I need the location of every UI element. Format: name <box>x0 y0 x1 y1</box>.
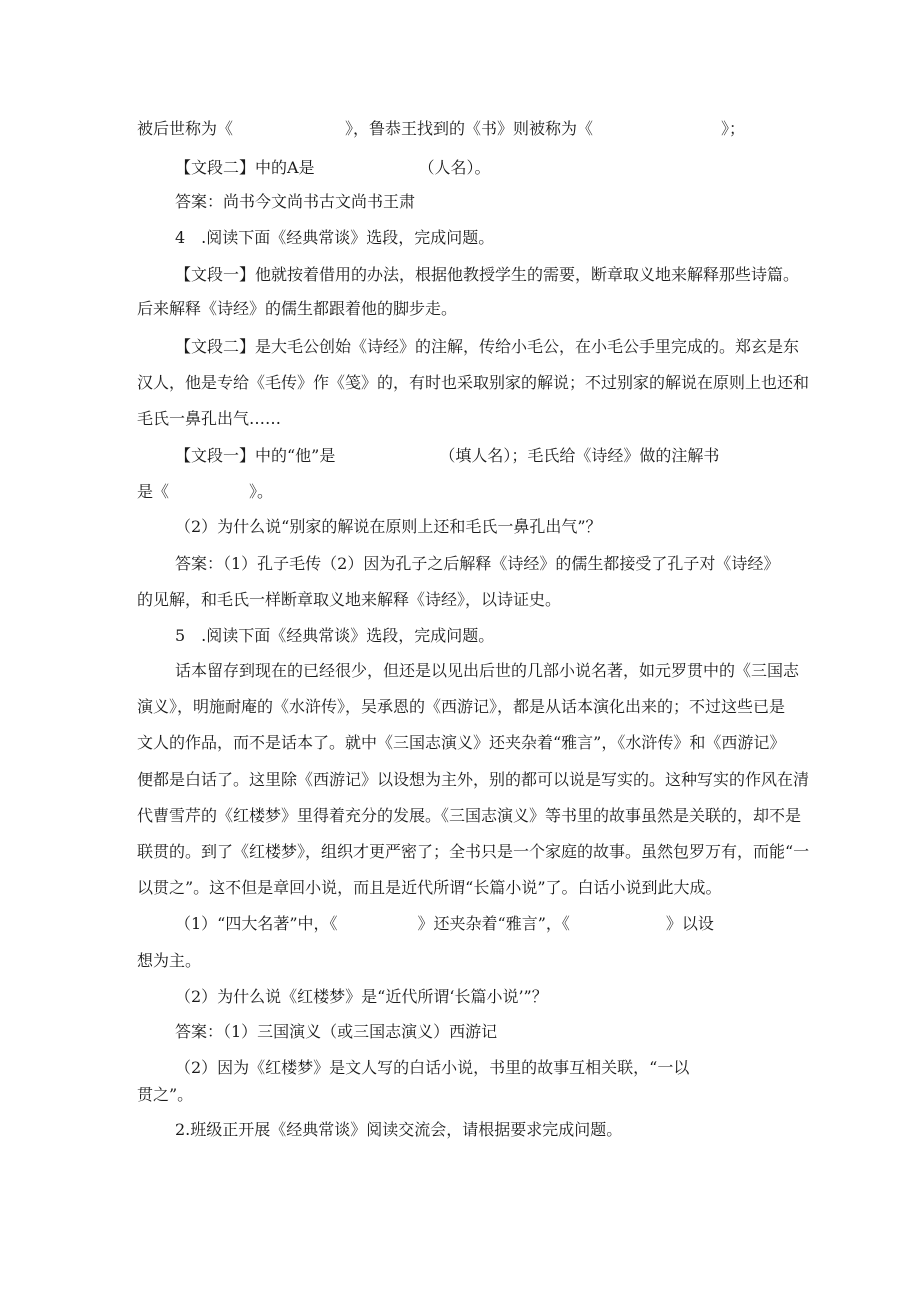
answer-line: 答案：尚书今文尚书古文尚书王肃 <box>175 192 416 211</box>
answer-line: 答案：（1）三国演义（或三国志演义）西游记 <box>175 1022 498 1041</box>
question-heading: 2.班级正开展《经典常谈》阅读交流会，请根据要求完成问题。 <box>175 1120 623 1139</box>
text-line: 毛氏一鼻孔出气…… <box>137 409 282 428</box>
text-line: 【文段二】中的A是 （人名）。 <box>175 158 491 177</box>
text-line: 代曹雪芹的《红楼梦》里得着充分的发展。《三国志演义》等书里的故事虽然是关联的，却不是 <box>137 806 802 825</box>
text-line: 被后世称为《 》，鲁恭王找到的《书》则被称为《 》； <box>137 119 746 138</box>
answer-line: 答案：（1）孔子毛传（2）因为孔子之后解释《诗经》的儒生都接受了孔子对《诗经》 <box>175 554 780 573</box>
text-line: 便都是白话了。这里除《西游记》以设想为主外，别的都可以说是写实的。这种写实的作风在清 <box>137 770 810 789</box>
text-line: 想为主。 <box>137 951 202 970</box>
answer-line: 贯之”。 <box>137 1085 194 1104</box>
text-line: 是《 》。 <box>137 482 274 501</box>
text-line: 后来解释《诗经》的儒生都跟着他的脚步走。 <box>137 299 458 318</box>
text-line: 【文段二】是大毛公创始《诗经》的注解，传给小毛公，在小毛公手里完成的。郑玄是东 <box>175 337 800 356</box>
answer-line: 的见解，和毛氏一样断章取义地来解释《诗经》，以诗证史。 <box>137 590 562 609</box>
text-line: （1）“四大名著”中，《 》还夹杂着“雅言”，《 》以设 <box>175 914 714 933</box>
text-line: 以贯之”。这不但是章回小说，而且是近代所谓“长篇小说”了。白话小说到此大成。 <box>137 878 722 897</box>
text-line: 【文段一】他就按着借用的办法，根据他教授学生的需要，断章取义地来解释那些诗篇。 <box>175 265 800 284</box>
text-line: 文人的作品，而不是话本了。就中《三国志演义》还夹杂着“雅言”，《水浒传》和《西游记》 <box>137 733 786 752</box>
text-line: 联贯的。到了《红楼梦》，组织才更严密了；全书只是一个家庭的故事。虽然包罗万有，而能“一 <box>137 842 810 861</box>
question-heading: 4 .阅读下面《经典常谈》选段，完成问题。 <box>175 228 495 247</box>
text-line: （2）为什么说“别家的解说在原则上还和毛氏一鼻孔出气”？ <box>175 517 602 536</box>
answer-line: （2）因为《红楼梦》是文人写的白话小说，书里的故事互相关联，“一以 <box>175 1058 690 1077</box>
text-line: 汉人，他是专给《毛传》作《笺》的，有时也采取别家的解说；不过别家的解说在原则上也还和 <box>137 373 810 392</box>
text-line: 【文段一】中的“他”是 （填人名）；毛氏给《诗经》做的注解书 <box>175 446 720 465</box>
text-line: 话本留存到现在的已经很少，但还是以见出后世的几部小说名著，如元罗贯中的《三国志 <box>175 661 800 680</box>
text-line: 演义》，明施耐庵的《水浒传》，吴承恩的《西游记》，都是从话本演化出来的；不过这些已是 <box>137 697 786 716</box>
question-heading: 5 .阅读下面《经典常谈》选段，完成问题。 <box>175 626 495 645</box>
text-line: （2）为什么说《红楼梦》是“近代所谓‘长篇小说’”？ <box>175 987 548 1006</box>
